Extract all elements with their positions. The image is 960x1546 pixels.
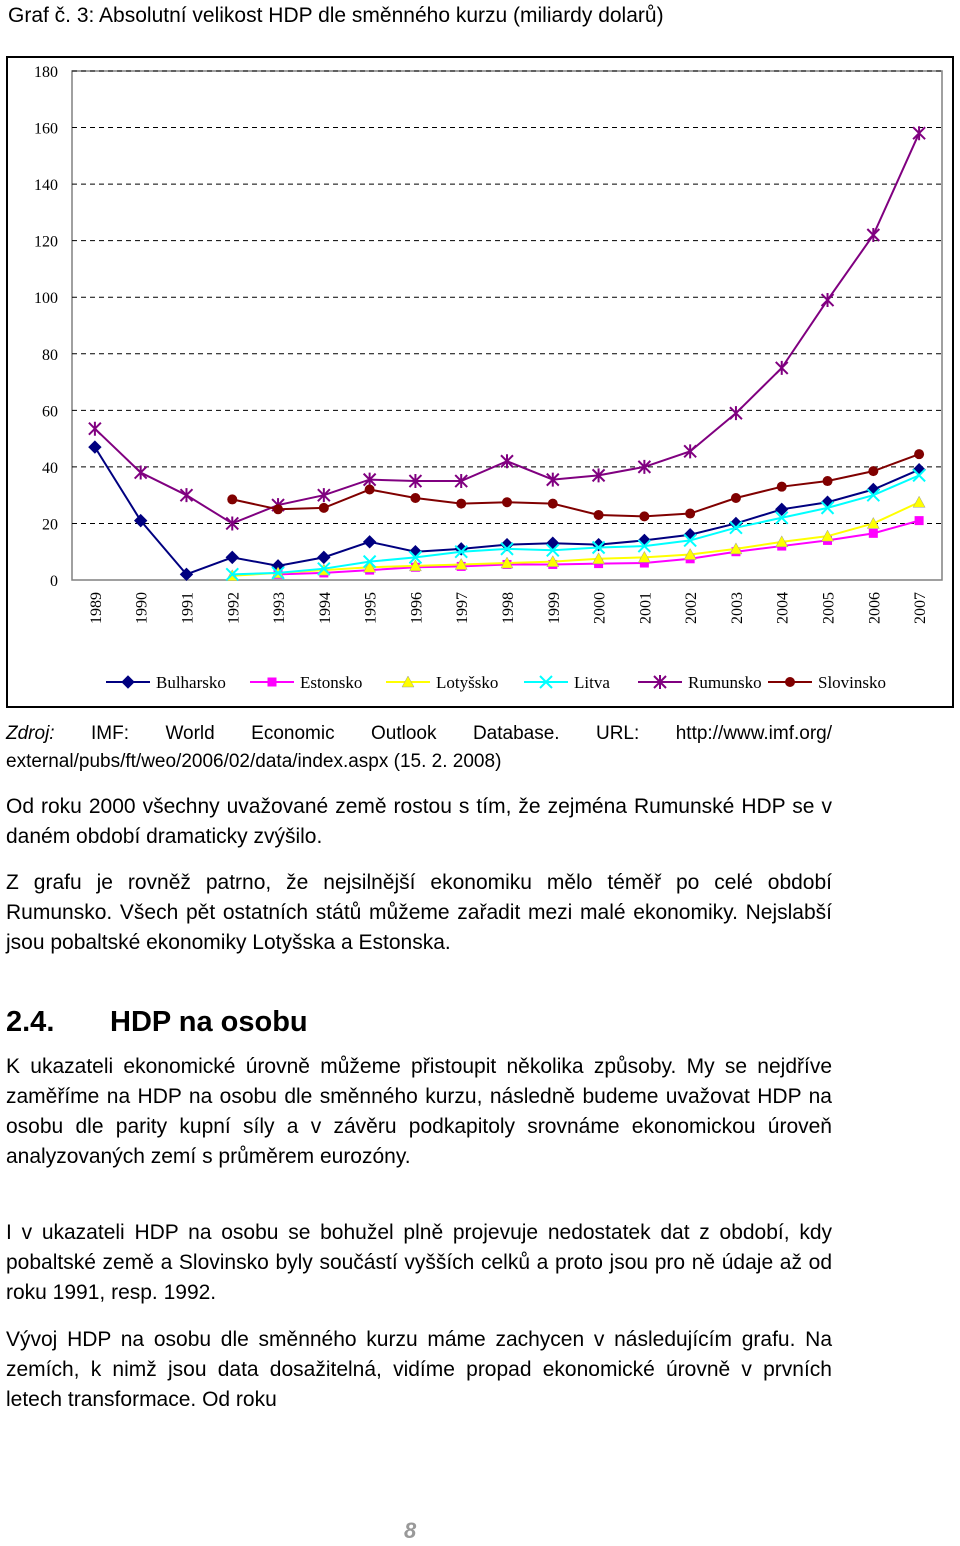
data-point-slovinsko: [685, 509, 695, 519]
legend-label-slovinsko: Slovinsko: [818, 673, 887, 692]
y-tick-label: 180: [34, 64, 58, 81]
x-tick-label: 2001: [637, 592, 655, 624]
page-number: 8: [404, 1518, 417, 1543]
data-point-slovinsko: [868, 466, 878, 476]
data-point-slovinsko: [456, 499, 466, 509]
data-point-estonsko: [869, 529, 878, 538]
data-point-slovinsko: [639, 511, 649, 521]
x-tick-label: 1995: [362, 592, 380, 624]
legend-label-rumunsko: Rumunsko: [688, 673, 762, 692]
x-tick-label: 1998: [500, 592, 517, 624]
data-point-slovinsko: [548, 499, 558, 509]
data-point-slovinsko: [273, 504, 283, 514]
chart-caption: Graf č. 3: Absolutní velikost HDP dle směnného kurzu (miliardy dolarů): [8, 4, 664, 27]
data-point-slovinsko: [777, 482, 787, 492]
x-tick-label: 2002: [683, 592, 701, 624]
paragraph-1: Od roku 2000 všechny uvažované země rostou s tím, že zejména Rumunské HDP se v daném období dramaticky zvýšilo.: [6, 795, 832, 848]
legend-label-estonsko: Estonsko: [300, 673, 363, 692]
data-point-slovinsko: [410, 493, 420, 503]
source-note: [6, 720, 832, 776]
x-tick-label: 1997: [454, 592, 472, 624]
line-chart: [8, 58, 952, 706]
data-point-slovinsko: [227, 494, 237, 504]
x-tick-label: 1994: [316, 592, 334, 624]
section-title: HDP na osobu: [110, 1006, 308, 1038]
x-tick-label: 1993: [271, 592, 289, 624]
y-tick-label: 60: [42, 403, 58, 421]
x-tick-label: 1992: [225, 592, 243, 624]
data-point-slovinsko: [319, 503, 329, 513]
section-heading: [6, 1006, 308, 1039]
data-point-slovinsko: [594, 510, 604, 520]
data-point-estonsko: [915, 516, 924, 525]
legend-label-bulharsko: Bulharsko: [156, 673, 226, 692]
y-tick-label: 140: [34, 177, 58, 195]
x-tick-label: 2005: [820, 592, 838, 624]
x-tick-label: 1991: [179, 592, 197, 624]
legend-label-litva: Litva: [574, 673, 610, 692]
x-tick-label: 2004: [774, 592, 792, 624]
source-label: Zdroj:: [6, 723, 55, 744]
data-point-slovinsko: [914, 449, 924, 459]
paragraph-3: K ukazateli ekonomické úrovně můžeme přistoupit několika způsoby. My se nejdříve zaměříme na HDP na osobu dle směnného kurzu, následně budeme uvažovat HDP na osobu dle parity kupní síly a v závěru podkapitoly srovnáme ekonomickou úroveň analyzovaných zemí s průměrem eurozóny.: [6, 1055, 832, 1168]
y-tick-label: 20: [42, 516, 58, 534]
data-point-slovinsko: [365, 485, 375, 495]
x-tick-label: 1996: [408, 592, 426, 624]
y-tick-label: 120: [34, 233, 58, 251]
x-tick-label: 2006: [866, 592, 884, 624]
y-tick-label: 160: [34, 120, 58, 138]
legend-marker-bulharsko: [122, 676, 134, 688]
paragraph-2: Z grafu je rovněž patrno, že nejsilnější ekonomiku mělo téměř po celé období Rumunsko. Všech pět ostatních států můžeme zařadit mezi malé ekonomiky. Nejslabší jsou pobaltské ekonomiky Lotyšska a Estonska.: [6, 871, 832, 954]
x-tick-label: 1990: [133, 592, 151, 624]
data-point-slovinsko: [823, 476, 833, 486]
section-number: 2.4.: [6, 1006, 55, 1038]
legend-marker-slovinsko: [785, 677, 795, 687]
x-tick-label: 1989: [87, 592, 105, 624]
x-tick-label: 2007: [912, 592, 930, 624]
y-tick-label: 80: [42, 346, 58, 364]
x-tick-label: 2000: [591, 592, 609, 624]
legend-marker-estonsko: [268, 678, 277, 687]
legend-label-lotyssko: Lotyšsko: [436, 673, 499, 692]
y-tick-label: 40: [42, 459, 58, 477]
y-tick-label: 100: [34, 290, 58, 308]
paragraph-5: Vývoj HDP na osobu dle směnného kurzu máme zachycen v následujícím grafu. Na zemích, k nimž jsou data dosažitelná, vidíme propad ekonomické úrovně v prvních letech transformace. Od roku: [6, 1328, 832, 1411]
data-point-slovinsko: [502, 497, 512, 507]
paragraph-4: I v ukazateli HDP na osobu se bohužel plně projevuje nedostatek dat z období, kdy pobaltské země a Slovinsko byly součástí vyšších celků a proto jsou pro ně údaje až od roku 1991, resp. 1992.: [6, 1221, 832, 1304]
y-tick-label: 0: [50, 573, 58, 590]
x-tick-label: 2003: [728, 592, 746, 624]
x-tick-label: 1999: [545, 592, 563, 624]
source-text: IMF: World Economic Outlook Database. URL: http://www.imf.org/ external/pubs/ft/weo/2006/02/data/index.aspx (15. 2. 2008): [6, 723, 832, 772]
data-point-slovinsko: [731, 493, 741, 503]
chart-container: [6, 56, 954, 708]
